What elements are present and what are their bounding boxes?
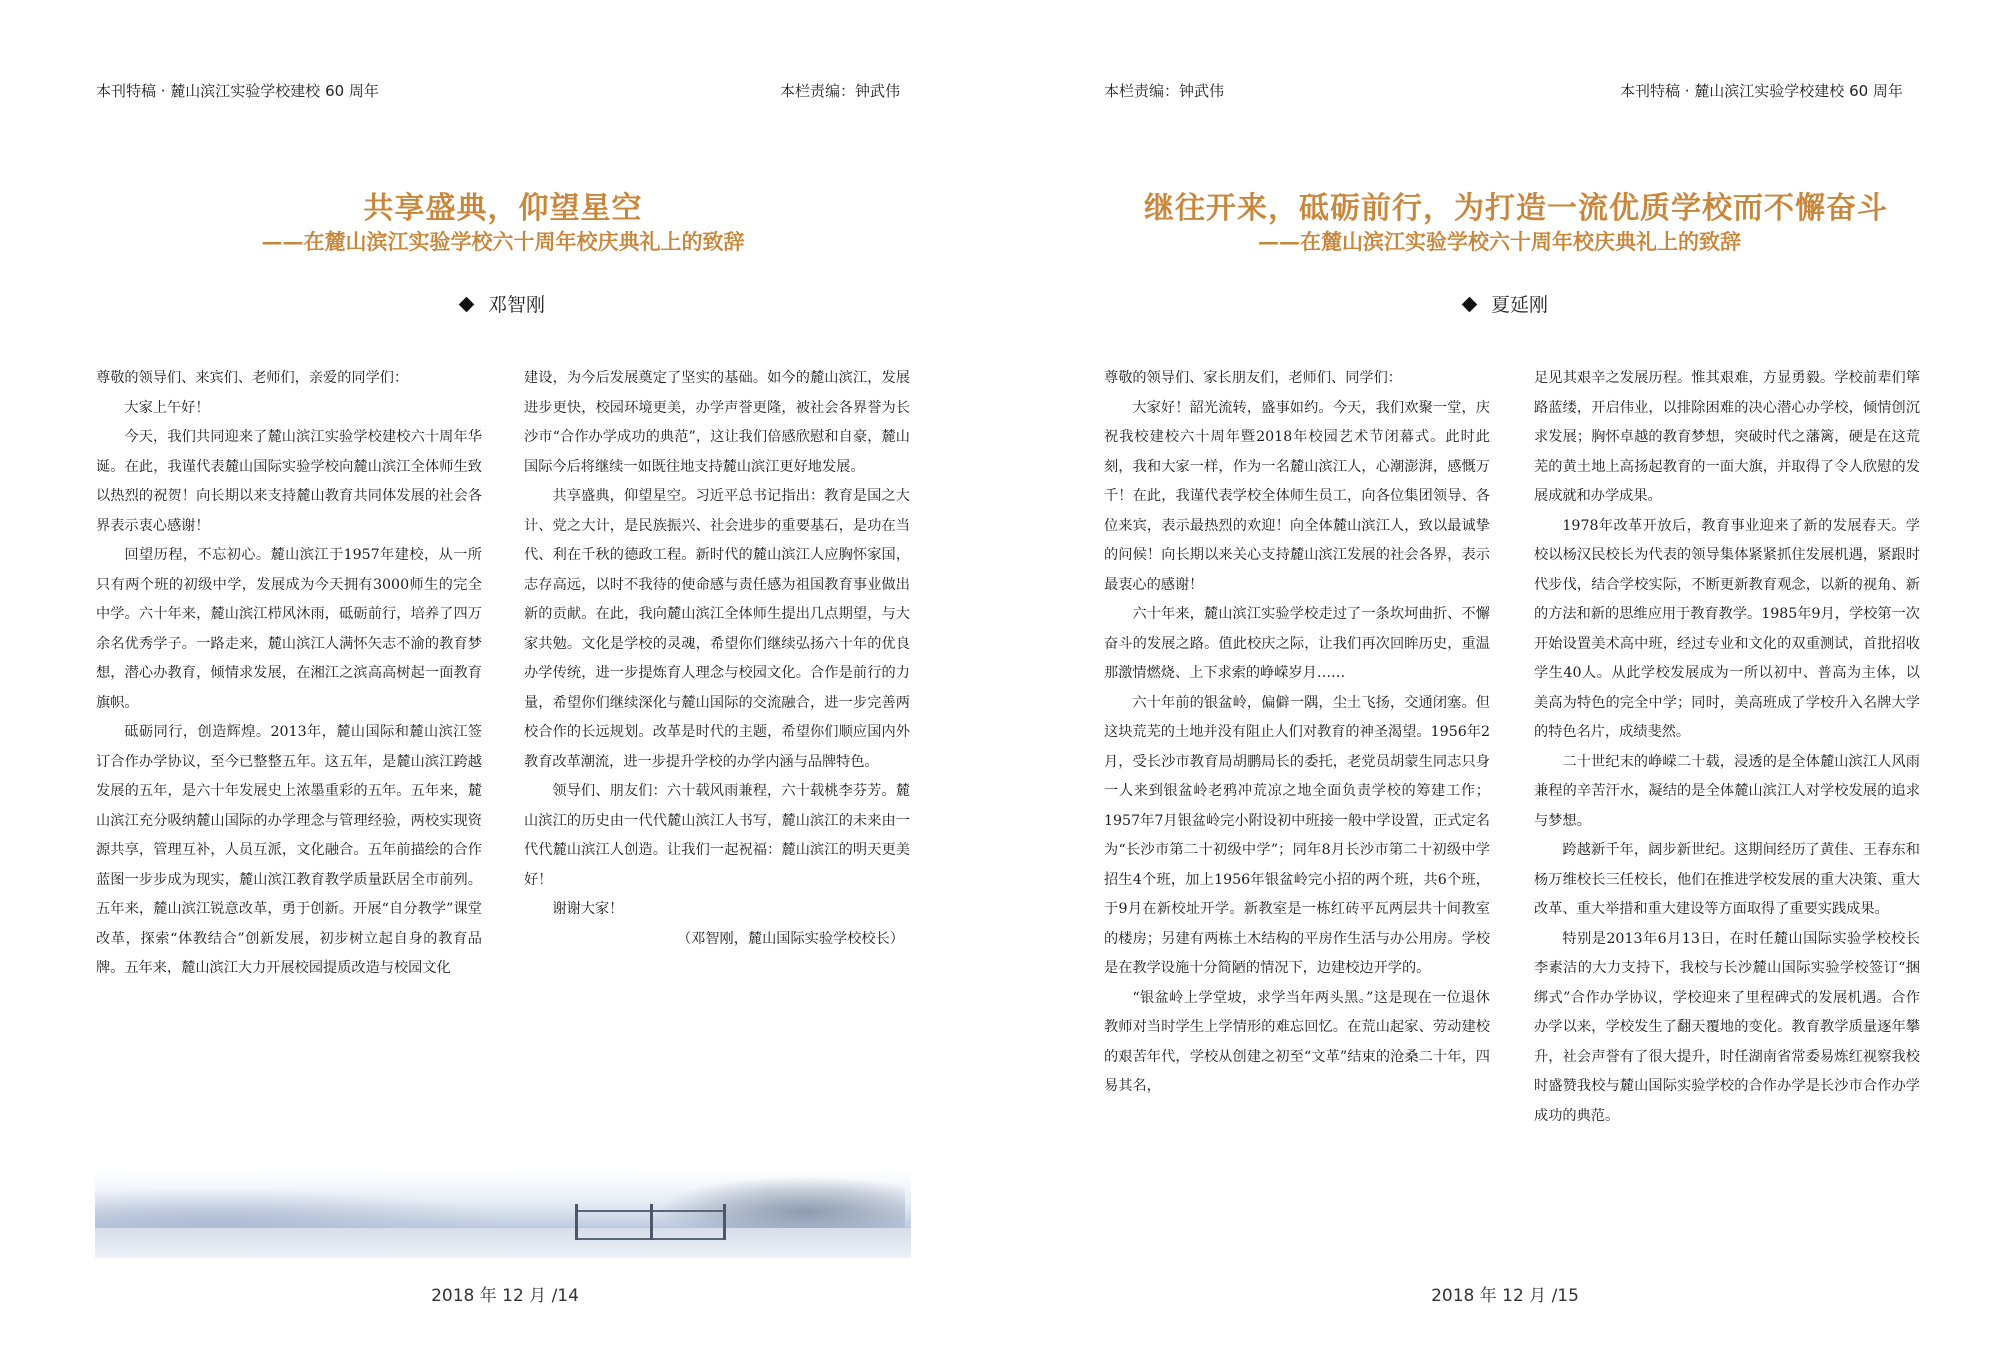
left-author-line xyxy=(0,290,1006,317)
paragraph: 建设，为今后发展奠定了坚实的基础。如今的麓山滨江，发展进步更快，校园环境更美，办学声誉更隆，被社会各界誉为长沙市“合作办学成功的典范”，这让我们倍感欣慰和自豪，麓山国际今后将继续一如既往地支持麓山滨江更好地发展。 xyxy=(524,370,910,475)
left-author-name: 邓智刚 xyxy=(487,294,545,316)
paragraph: 今天，我们共同迎来了麓山滨江实验学校建校六十周年华诞。在此，我谨代表麓山国际实验学校向麓山滨江全体师生致以热烈的祝贺！向长期以来支持麓山教育共同体发展的社会各界表示衷心感谢！ xyxy=(96,429,482,534)
left-article-subtitle: ——在麓山滨江实验学校六十周年校庆典礼上的致辞 xyxy=(261,229,745,254)
left-header-editor: 本栏责编：钟武伟 xyxy=(780,82,901,100)
right-page xyxy=(1000,0,2000,1358)
right-column-2 xyxy=(1534,364,1920,1131)
paragraph: 特别是2013年6月13日，在时任麓山国际实验学校校长李素洁的大力支持下，我校与长沙麓山国际实验学校签订“捆绑式”合作办学协议，学校迎来了里程碑式的发展机遇。合作办学以来，学校发生了翻天覆地的变化。教育教学质量逐年攀升，社会声誉有了很大提升，时任湖南省常委易炼红视察我校时盛赞我校与麓山国际实验学校的合作办学是长沙市合作办学成功的典范。 xyxy=(1534,930,1920,1124)
snow-ground xyxy=(95,1228,911,1258)
paragraph: 谢谢大家！ xyxy=(552,901,624,917)
paragraph: 尊敬的领导们、来宾们、老师们，亲爱的同学们： xyxy=(96,370,409,386)
winter-landscape-photo xyxy=(95,1170,911,1258)
fence-post xyxy=(650,1204,653,1240)
paragraph: “银盆岭上学堂坡，求学当年两头黑。”这是现在一位退休教师对当时学生上学情形的难忘回忆。在荒山起家、劳动建校的艰苦年代，学校从创建之初至“文革”结束的沧桑二十年，四易其名， xyxy=(1104,989,1490,1094)
paragraph: 共享盛典，仰望星空。习近平总书记指出：教育是国之大计、党之大计，是民族振兴、社会进步的重要基石，是功在当代、利在千秋的德政工程。新时代的麓山滨江人应胸怀家国，志存高远，以时不我待的使命感与责任感为祖国教育事业做出新的贡献。在此，我向麓山滨江全体师生提出几点期望，与大家共勉。文化是学校的灵魂，希望你们继续弘扬六十年的优良办学传统，进一步提炼育人理念与校园文化。合作是前行的力量，希望你们继续深化与麓山国际的交流融合，进一步完善两校合作的长远规划。改革是时代的主题，希望你们顺应国内外教育改革潮流，进一步提升学校的办学内涵与品牌特色。 xyxy=(524,488,910,770)
paragraph: 足见其艰辛之发展历程。惟其艰难，方显勇毅。学校前辈们筚路蓝缕，开启伟业，以排除困难的决心潜心办学校，倾情创沉求发展；胸怀卓越的教育梦想，突破时代之藩篱，硬是在这荒芜的黄土地上高扬起教育的一面大旗，并取得了令人欣慰的发展成就和办学成果。 xyxy=(1534,370,1920,504)
diamond-bullet-icon xyxy=(1462,296,1478,312)
paragraph: 回望历程，不忘初心。麓山滨江于1957年建校，从一所只有两个班的初级中学，发展成为今天拥有3000师生的完全中学。六十年来，麓山滨江栉风沐雨，砥砺前行，培养了四万余名优秀学子。一路走来，麓山滨江人满怀矢志不渝的教育梦想，潜心办教育，倾情求发展，在湘江之滨高高树起一面教育旗帜。 xyxy=(96,547,482,711)
author-signature: （邓智刚，麓山国际实验学校校长） xyxy=(676,930,904,947)
paragraph: 跨越新千年，阔步新世纪。这期间经历了黄佳、王春东和杨万维校长三任校长，他们在推进学校发展的重大决策、重大改革、重大举措和重大建设等方面取得了重要实践成果。 xyxy=(1534,842,1920,917)
right-header-editor: 本栏责编：钟武伟 xyxy=(1104,82,1225,100)
fence-post xyxy=(575,1204,578,1240)
paragraph: 六十年来，麓山滨江实验学校走过了一条坎坷曲折、不懈奋斗的发展之路。值此校庆之际，让我们再次回眸历史，重温那激情燃烧、上下求索的峥嵘岁月…… xyxy=(1104,606,1490,681)
diamond-bullet-icon xyxy=(459,296,475,312)
paragraph: 二十世纪末的峥嵘二十载，浸透的是全体麓山滨江人风雨兼程的辛苦汗水，凝结的是全体麓山滨江人对学校发展的追求与梦想。 xyxy=(1534,753,1920,829)
right-page-number: 2018 年 12 月 /15 xyxy=(1431,1286,1579,1306)
left-column-2 xyxy=(524,364,910,954)
paragraph: 砥砺同行，创造辉煌。2013年，麓山国际和麓山滨江签订合作办学协议，至今已整整五年。这五年，是麓山滨江跨越发展的五年，是六十年发展史上浓墨重彩的五年。五年来，麓山滨江充分吸纳麓山国际的办学理念与管理经验，两校实现资源共享，管理互补，人员互派，文化融合。五年前描绘的合作蓝图一步步成为现实，麓山滨江教育教学质量跃居全市前列。五年来，麓山滨江锐意改革，勇于创新。开展“自分教学”课堂改革，探索“体教结合”创新发展，初步树立起自身的教育品牌。五年来，麓山滨江大力开展校园提质改造与校园文化 xyxy=(96,724,482,976)
paragraph: 尊敬的领导们、家长朋友们，老师们、同学们： xyxy=(1104,370,1402,386)
left-header-section: 本刊特稿 · 麓山滨江实验学校建校 60 周年 xyxy=(96,82,379,100)
paragraph: 大家上午好！ xyxy=(124,399,210,416)
paragraph: 领导们、朋友们：六十载风雨兼程，六十载桃李芬芳。麓山滨江的历史由一代代麓山滨江人书写，麓山滨江的未来由一代代麓山滨江人创造。让我们一起祝福：麓山滨江的明天更美好！ xyxy=(524,783,910,888)
right-subtitle-text: ——在麓山滨江实验学校六十周年校庆典礼上的致辞 xyxy=(1258,229,1741,254)
left-column-1 xyxy=(96,364,482,984)
left-article-title: 共享盛典，仰望星空 xyxy=(363,191,643,226)
paragraph: 1978年改革开放后，教育事业迎来了新的发展春天。学校以杨汉民校长为代表的领导集体紧紧抓住发展机遇，紧跟时代步伐，结合学校实际，不断更新教育观念，以新的视角、新的方法和新的思维应用于教育教学。1985年9月，学校第一次开始设置美术高中班，经过专业和文化的双重测试，首批招收学生40人。从此学校发展成为一所以初中、普高为主体，以美高为特色的完全中学；同时，美高班成了学校升入名牌大学的特色名片，成绩斐然。 xyxy=(1534,517,1920,740)
right-article-title: 继往开来，砥砺前行，为打造一流优质学校而不懈奋斗 xyxy=(1144,191,1888,226)
paragraph: 六十年前的银盆岭，偏僻一隅，尘土飞扬，交通闭塞。但这块荒芜的土地并没有阻止人们对教育的神圣渴望。1956年2月，受长沙市教育局胡鹏局长的委托，老党员胡蒙生同志只身一人来到银盆岭老鸦冲荒凉之地全面负责学校的筹建工作；1957年7月银盆岭完小附设初中班接一般中学设置，正式定名为“长沙市第二十初级中学”；同年8月长沙市第二十初级中学招生4个班，加上1956年银盆岭完小招的两个班，共6个班，于9月在新校址开学。新教室是一栋红砖平瓦两层共十间教室的楼房；另建有两栋土木结构的平房作生活与办公用房。学校是在教学设施十分简陋的情况下，边建校边开学的。 xyxy=(1104,694,1490,976)
right-header-section: 本刊特稿 · 麓山滨江实验学校建校 60 周年 xyxy=(1620,82,1903,100)
right-column-1 xyxy=(1104,364,1490,1102)
paragraph: 大家好！韶光流转，盛事如约。今天，我们欢聚一堂，庆祝我校建校六十周年暨2018年校园艺术节闭幕式。此时此刻，我和大家一样，作为一名麓山滨江人，心潮澎湃，感慨万千！在此，我谨代表学校全体师生员工，向各位集团领导、各位来宾，表示最热烈的欢迎！向全体麓山滨江人，致以最诚挚的问候！向长期以来关心支持麓山滨江发展的社会各界，表示最衷心的感谢！ xyxy=(1104,399,1490,593)
left-page-number: 2018 年 12 月 /14 xyxy=(431,1286,579,1306)
fence-post xyxy=(723,1204,726,1240)
right-author-line xyxy=(1000,290,2000,317)
right-author-name: 夏延刚 xyxy=(1490,294,1548,316)
